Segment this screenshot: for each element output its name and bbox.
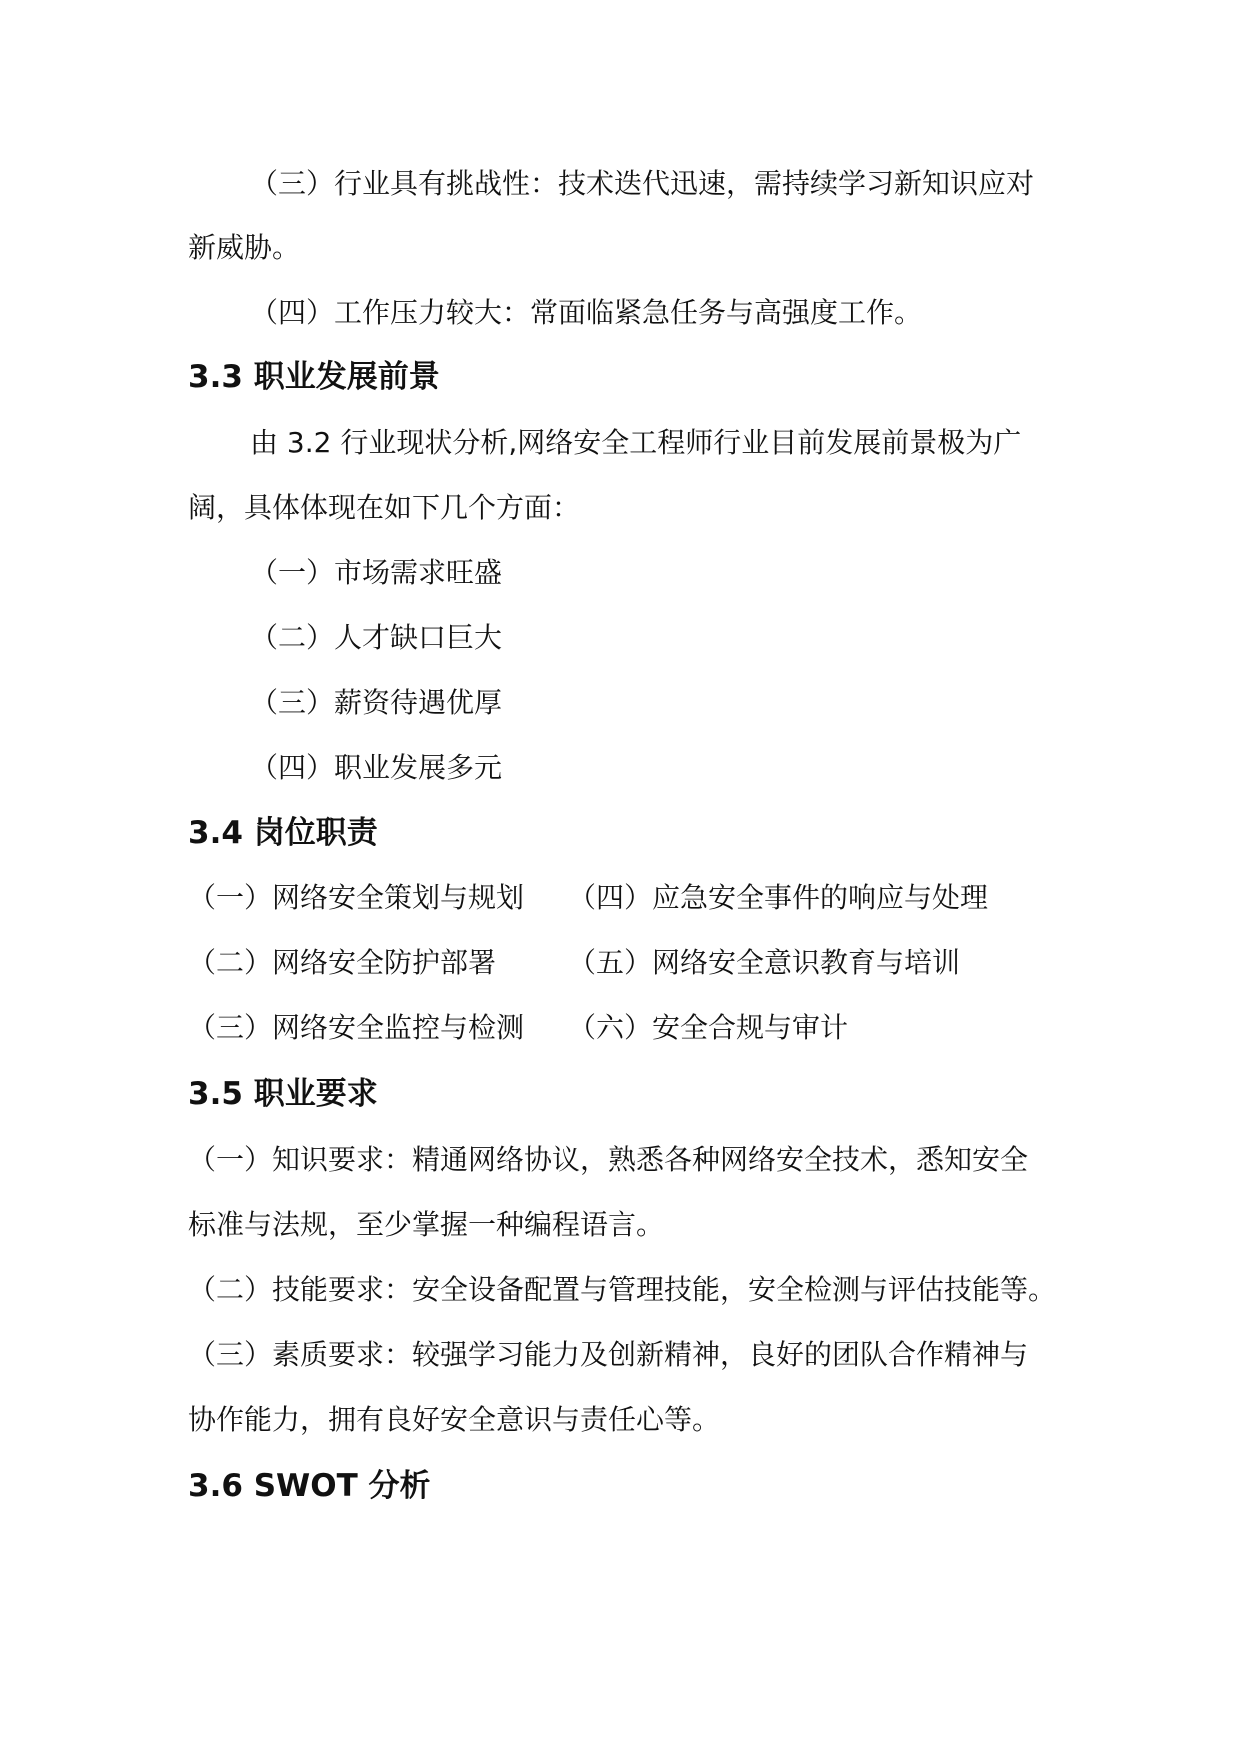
duty-item-right: （四）应急安全事件的响应与处理 — [568, 881, 989, 914]
list-item: （三）薪资待遇优厚 — [250, 686, 503, 719]
requirement-knowledge-line1: （一）知识要求：精通网络协议，熟悉各种网络安全技术，悉知安全 — [188, 1143, 1029, 1176]
duty-item-right: （五）网络安全意识教育与培训 — [568, 946, 961, 979]
intro-3-3-line2: 阔，具体体现在如下几个方面： — [188, 491, 581, 524]
requirement-quality-line1: （三）素质要求：较强学习能力及创新精神，良好的团队合作精神与 — [188, 1338, 1029, 1371]
paragraph-challenge-line2: 新威胁。 — [188, 231, 301, 264]
paragraph-pressure: （四）工作压力较大：常面临紧急任务与高强度工作。 — [250, 296, 923, 329]
heading-3-4: 3.4 岗位职责 — [188, 815, 378, 851]
list-item: （二）人才缺口巨大 — [250, 621, 503, 654]
intro-3-3-line1: 由 3.2 行业现状分析,网络安全工程师行业目前发展前景极为广 — [250, 426, 1022, 459]
duty-item-left: （三）网络安全监控与检测 — [188, 1011, 525, 1044]
heading-3-3: 3.3 职业发展前景 — [188, 359, 440, 395]
requirement-skills: （二）技能要求：安全设备配置与管理技能，安全检测与评估技能等。 — [188, 1273, 1057, 1306]
duty-item-right: （六）安全合规与审计 — [568, 1011, 849, 1044]
paragraph-challenge-line1: （三）行业具有挑战性：技术迭代迅速，需持续学习新知识应对 — [250, 167, 1035, 200]
duty-item-left: （二）网络安全防护部署 — [188, 946, 497, 979]
list-item: （四）职业发展多元 — [250, 751, 503, 784]
requirement-quality-line2: 协作能力，拥有良好安全意识与责任心等。 — [188, 1403, 721, 1436]
duty-item-left: （一）网络安全策划与规划 — [188, 881, 525, 914]
list-item: （一）市场需求旺盛 — [250, 556, 503, 589]
requirement-knowledge-line2: 标准与法规，至少掌握一种编程语言。 — [188, 1208, 665, 1241]
heading-3-6: 3.6 SWOT 分析 — [188, 1468, 431, 1504]
heading-3-5: 3.5 职业要求 — [188, 1076, 378, 1112]
